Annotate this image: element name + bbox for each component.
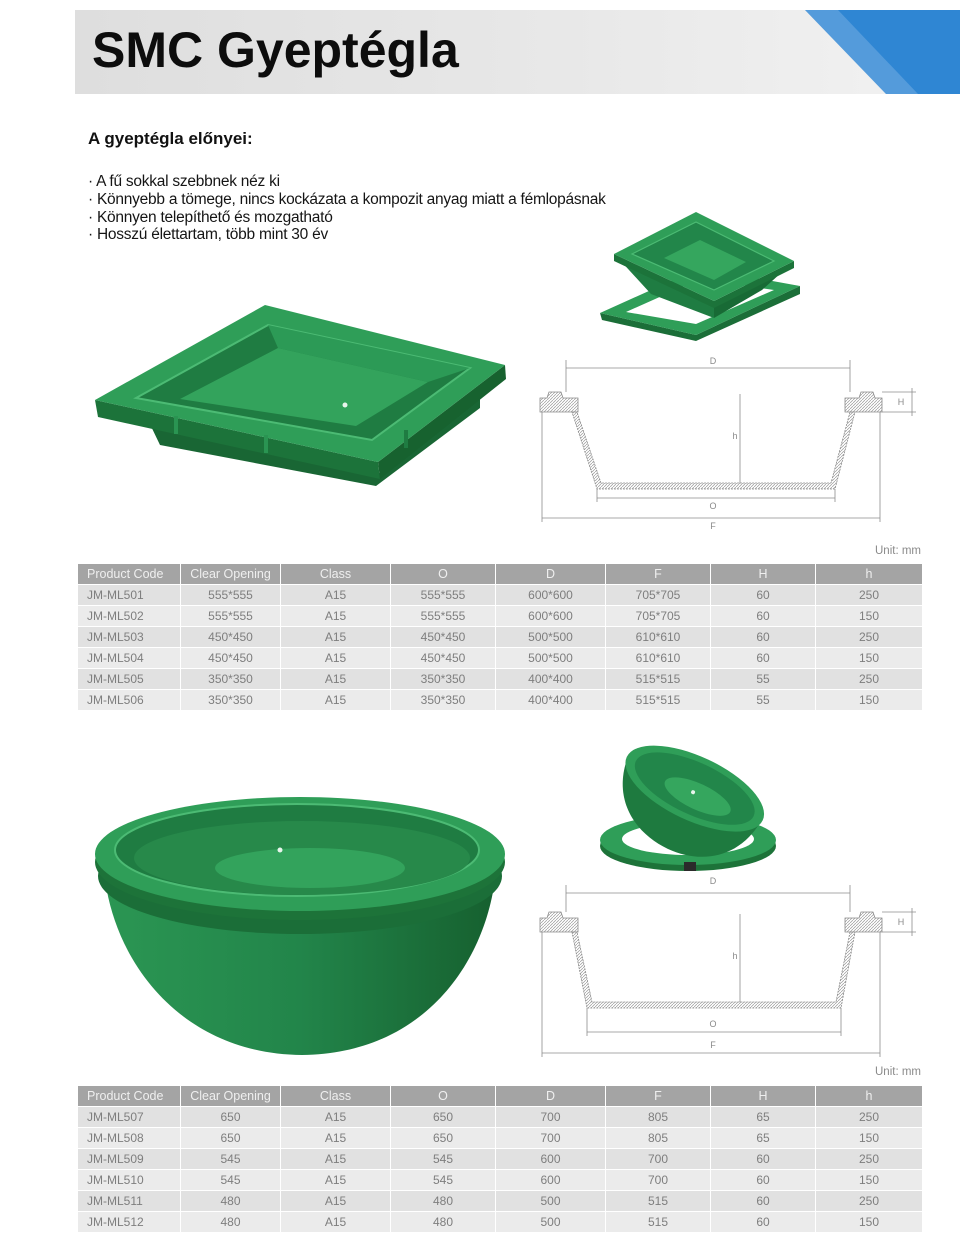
table-cell: 650 xyxy=(391,1107,496,1128)
column-header: Class xyxy=(281,564,391,585)
product-code-cell: JM-ML503 xyxy=(78,627,181,648)
table-cell: 65 xyxy=(711,1107,816,1128)
table-row xyxy=(78,606,923,627)
table-cell: 250 xyxy=(816,1191,923,1212)
table-cell: 650 xyxy=(181,1107,281,1128)
table-cell: 555*555 xyxy=(391,606,496,627)
diagram-label-D: D xyxy=(709,356,717,366)
table-header-row xyxy=(78,1086,923,1107)
round-box-profile-diagram xyxy=(535,872,925,1060)
table-cell: A15 xyxy=(281,669,391,690)
table-cell: 450*450 xyxy=(181,627,281,648)
table-cell: 60 xyxy=(711,606,816,627)
dimension-lines xyxy=(542,360,916,522)
flange-rib xyxy=(264,435,268,453)
table-cell: 150 xyxy=(816,648,923,669)
table-cell: 705*705 xyxy=(606,585,711,606)
column-header: Clear Opening xyxy=(181,1086,281,1107)
product-code-cell: JM-ML510 xyxy=(78,1170,181,1191)
product-code-cell: JM-ML511 xyxy=(78,1191,181,1212)
drain-hole xyxy=(278,848,283,853)
table-cell: 555*555 xyxy=(181,606,281,627)
table-row xyxy=(78,1191,923,1212)
advantage-item: · Könnyebb a tömege, nincs kockázata a kompozit anyag miatt a fémlopásnak xyxy=(88,190,606,208)
table-cell: 150 xyxy=(816,690,923,711)
table-cell: A15 xyxy=(281,1191,391,1212)
table-cell: 450*450 xyxy=(181,648,281,669)
product-code-cell: JM-ML504 xyxy=(78,648,181,669)
table-cell: 350*350 xyxy=(181,690,281,711)
diagram-label-H: H xyxy=(897,917,905,927)
table-cell: 150 xyxy=(816,606,923,627)
table-cell: 250 xyxy=(816,627,923,648)
table-cell: 350*350 xyxy=(391,669,496,690)
table-row xyxy=(78,1128,923,1149)
table-cell: 545 xyxy=(391,1149,496,1170)
table-cell: 700 xyxy=(606,1170,711,1191)
table-cell: 65 xyxy=(711,1128,816,1149)
header-accent-stripe xyxy=(800,10,960,94)
bowl-wall-section xyxy=(572,932,855,1008)
table-cell: 650 xyxy=(391,1128,496,1149)
diagram-label-D: D xyxy=(709,876,717,886)
page-title: SMC Gyeptégla xyxy=(92,22,459,78)
product-code-cell: JM-ML506 xyxy=(78,690,181,711)
column-header: h xyxy=(816,564,923,585)
table-cell: 150 xyxy=(816,1170,923,1191)
table-cell: 600 xyxy=(496,1149,606,1170)
table-cell: 60 xyxy=(711,1191,816,1212)
table-header-row xyxy=(78,564,923,585)
table-cell: 515*515 xyxy=(606,690,711,711)
table-cell: 515 xyxy=(606,1191,711,1212)
table-cell: 480 xyxy=(181,1212,281,1233)
table-cell: 450*450 xyxy=(391,648,496,669)
table-cell: A15 xyxy=(281,1107,391,1128)
table-cell: 610*610 xyxy=(606,648,711,669)
table-row xyxy=(78,1107,923,1128)
column-header: Product Code xyxy=(78,564,181,585)
table-cell: 545 xyxy=(391,1170,496,1191)
round-box-with-frame-image xyxy=(598,722,780,874)
table-cell: 555*555 xyxy=(181,585,281,606)
product-code-cell: JM-ML512 xyxy=(78,1212,181,1233)
diagram-label-h: h xyxy=(732,951,738,961)
advantages-list xyxy=(88,173,606,244)
table-cell: 600 xyxy=(496,1170,606,1191)
table-cell: 705*705 xyxy=(606,606,711,627)
table-cell: 60 xyxy=(711,1149,816,1170)
round-spec-table xyxy=(77,1085,923,1233)
table-row xyxy=(78,585,923,606)
product-code-cell: JM-ML505 xyxy=(78,669,181,690)
unit-label: Unit: mm xyxy=(875,1066,921,1078)
table-cell: A15 xyxy=(281,1212,391,1233)
advantage-item: · Könnyen telepíthető és mozgatható xyxy=(88,208,333,226)
drain-hole xyxy=(343,403,348,408)
column-header: h xyxy=(816,1086,923,1107)
table-cell: 805 xyxy=(606,1107,711,1128)
table-cell: 400*400 xyxy=(496,690,606,711)
box-wall-section xyxy=(572,412,855,489)
column-header: H xyxy=(711,564,816,585)
table-cell: A15 xyxy=(281,1128,391,1149)
table-cell: 60 xyxy=(711,648,816,669)
table-row xyxy=(78,648,923,669)
flange-rib xyxy=(404,430,408,448)
column-header: Class xyxy=(281,1086,391,1107)
table-cell: A15 xyxy=(281,1149,391,1170)
table-cell: 600*600 xyxy=(496,585,606,606)
table-row xyxy=(78,669,923,690)
table-row xyxy=(78,627,923,648)
diagram-label-F: F xyxy=(710,1040,716,1050)
table-cell: A15 xyxy=(281,627,391,648)
diagram-label-O: O xyxy=(709,1019,717,1029)
table-cell: 350*350 xyxy=(391,690,496,711)
table-cell: 450*450 xyxy=(391,627,496,648)
table-cell: 55 xyxy=(711,669,816,690)
table-cell: 700 xyxy=(496,1128,606,1149)
table-cell: 555*555 xyxy=(391,585,496,606)
column-header: D xyxy=(496,564,606,585)
bowl-floor xyxy=(215,848,405,888)
table-cell: 250 xyxy=(816,1107,923,1128)
table-cell: 500 xyxy=(496,1191,606,1212)
table-cell: A15 xyxy=(281,1170,391,1191)
table-cell: 515*515 xyxy=(606,669,711,690)
ring-nub xyxy=(684,862,696,871)
table-cell: 500*500 xyxy=(496,648,606,669)
flange-rib xyxy=(174,416,178,434)
square-grass-box-image xyxy=(88,298,513,490)
table-cell: 500*500 xyxy=(496,627,606,648)
table-cell: 805 xyxy=(606,1128,711,1149)
table-cell: 55 xyxy=(711,690,816,711)
table-row xyxy=(78,1170,923,1191)
column-header: F xyxy=(606,564,711,585)
table-cell: 350*350 xyxy=(181,669,281,690)
table-cell: 545 xyxy=(181,1170,281,1191)
square-spec-table xyxy=(77,563,923,711)
diagram-label-H: H xyxy=(897,397,905,407)
advantage-item: · A fű sokkal szebbnek néz ki xyxy=(88,173,280,190)
product-code-cell: JM-ML508 xyxy=(78,1128,181,1149)
table-cell: 250 xyxy=(816,669,923,690)
round-grass-box-image xyxy=(90,790,515,1058)
unit-label: Unit: mm xyxy=(875,545,921,557)
product-code-cell: JM-ML501 xyxy=(78,585,181,606)
table-cell: 480 xyxy=(181,1191,281,1212)
advantages-heading: A gyeptégla előnyei: xyxy=(88,129,253,148)
diagram-label-h: h xyxy=(732,431,738,441)
table-cell: 60 xyxy=(711,627,816,648)
table-cell: 480 xyxy=(391,1191,496,1212)
table-cell: 610*610 xyxy=(606,627,711,648)
table-cell: 250 xyxy=(816,1149,923,1170)
table-row xyxy=(78,1212,923,1233)
table-cell: 700 xyxy=(606,1149,711,1170)
column-header: Clear Opening xyxy=(181,564,281,585)
table-row xyxy=(78,1149,923,1170)
table-cell: 400*400 xyxy=(496,669,606,690)
table-cell: 545 xyxy=(181,1149,281,1170)
table-cell: 515 xyxy=(606,1212,711,1233)
table-cell: 700 xyxy=(496,1107,606,1128)
left-frame-section xyxy=(540,392,578,412)
table-row xyxy=(78,690,923,711)
table-cell: A15 xyxy=(281,585,391,606)
advantage-item: · Hosszú élettartam, több mint 30 év xyxy=(88,226,328,244)
right-frame-section xyxy=(845,912,882,932)
square-box-with-frame-image xyxy=(596,206,804,342)
table-cell: 60 xyxy=(711,585,816,606)
product-code-cell: JM-ML507 xyxy=(78,1107,181,1128)
dimension-lines xyxy=(542,885,916,1057)
table-cell: A15 xyxy=(281,690,391,711)
left-frame-section xyxy=(540,912,578,932)
column-header: F xyxy=(606,1086,711,1107)
diagram-label-O: O xyxy=(709,501,717,511)
table-cell: 150 xyxy=(816,1212,923,1233)
table-cell: 480 xyxy=(391,1212,496,1233)
table-cell: 60 xyxy=(711,1212,816,1233)
column-header: O xyxy=(391,564,496,585)
product-code-cell: JM-ML502 xyxy=(78,606,181,627)
table-cell: A15 xyxy=(281,606,391,627)
column-header: H xyxy=(711,1086,816,1107)
product-code-cell: JM-ML509 xyxy=(78,1149,181,1170)
column-header: O xyxy=(391,1086,496,1107)
table-cell: 60 xyxy=(711,1170,816,1191)
table-cell: 500 xyxy=(496,1212,606,1233)
column-header: D xyxy=(496,1086,606,1107)
square-box-profile-diagram xyxy=(535,352,925,537)
right-frame-section xyxy=(845,392,882,412)
table-cell: 250 xyxy=(816,585,923,606)
table-cell: 150 xyxy=(816,1128,923,1149)
column-header: Product Code xyxy=(78,1086,181,1107)
table-cell: A15 xyxy=(281,648,391,669)
diagram-label-F: F xyxy=(710,521,716,531)
table-cell: 600*600 xyxy=(496,606,606,627)
table-cell: 650 xyxy=(181,1128,281,1149)
